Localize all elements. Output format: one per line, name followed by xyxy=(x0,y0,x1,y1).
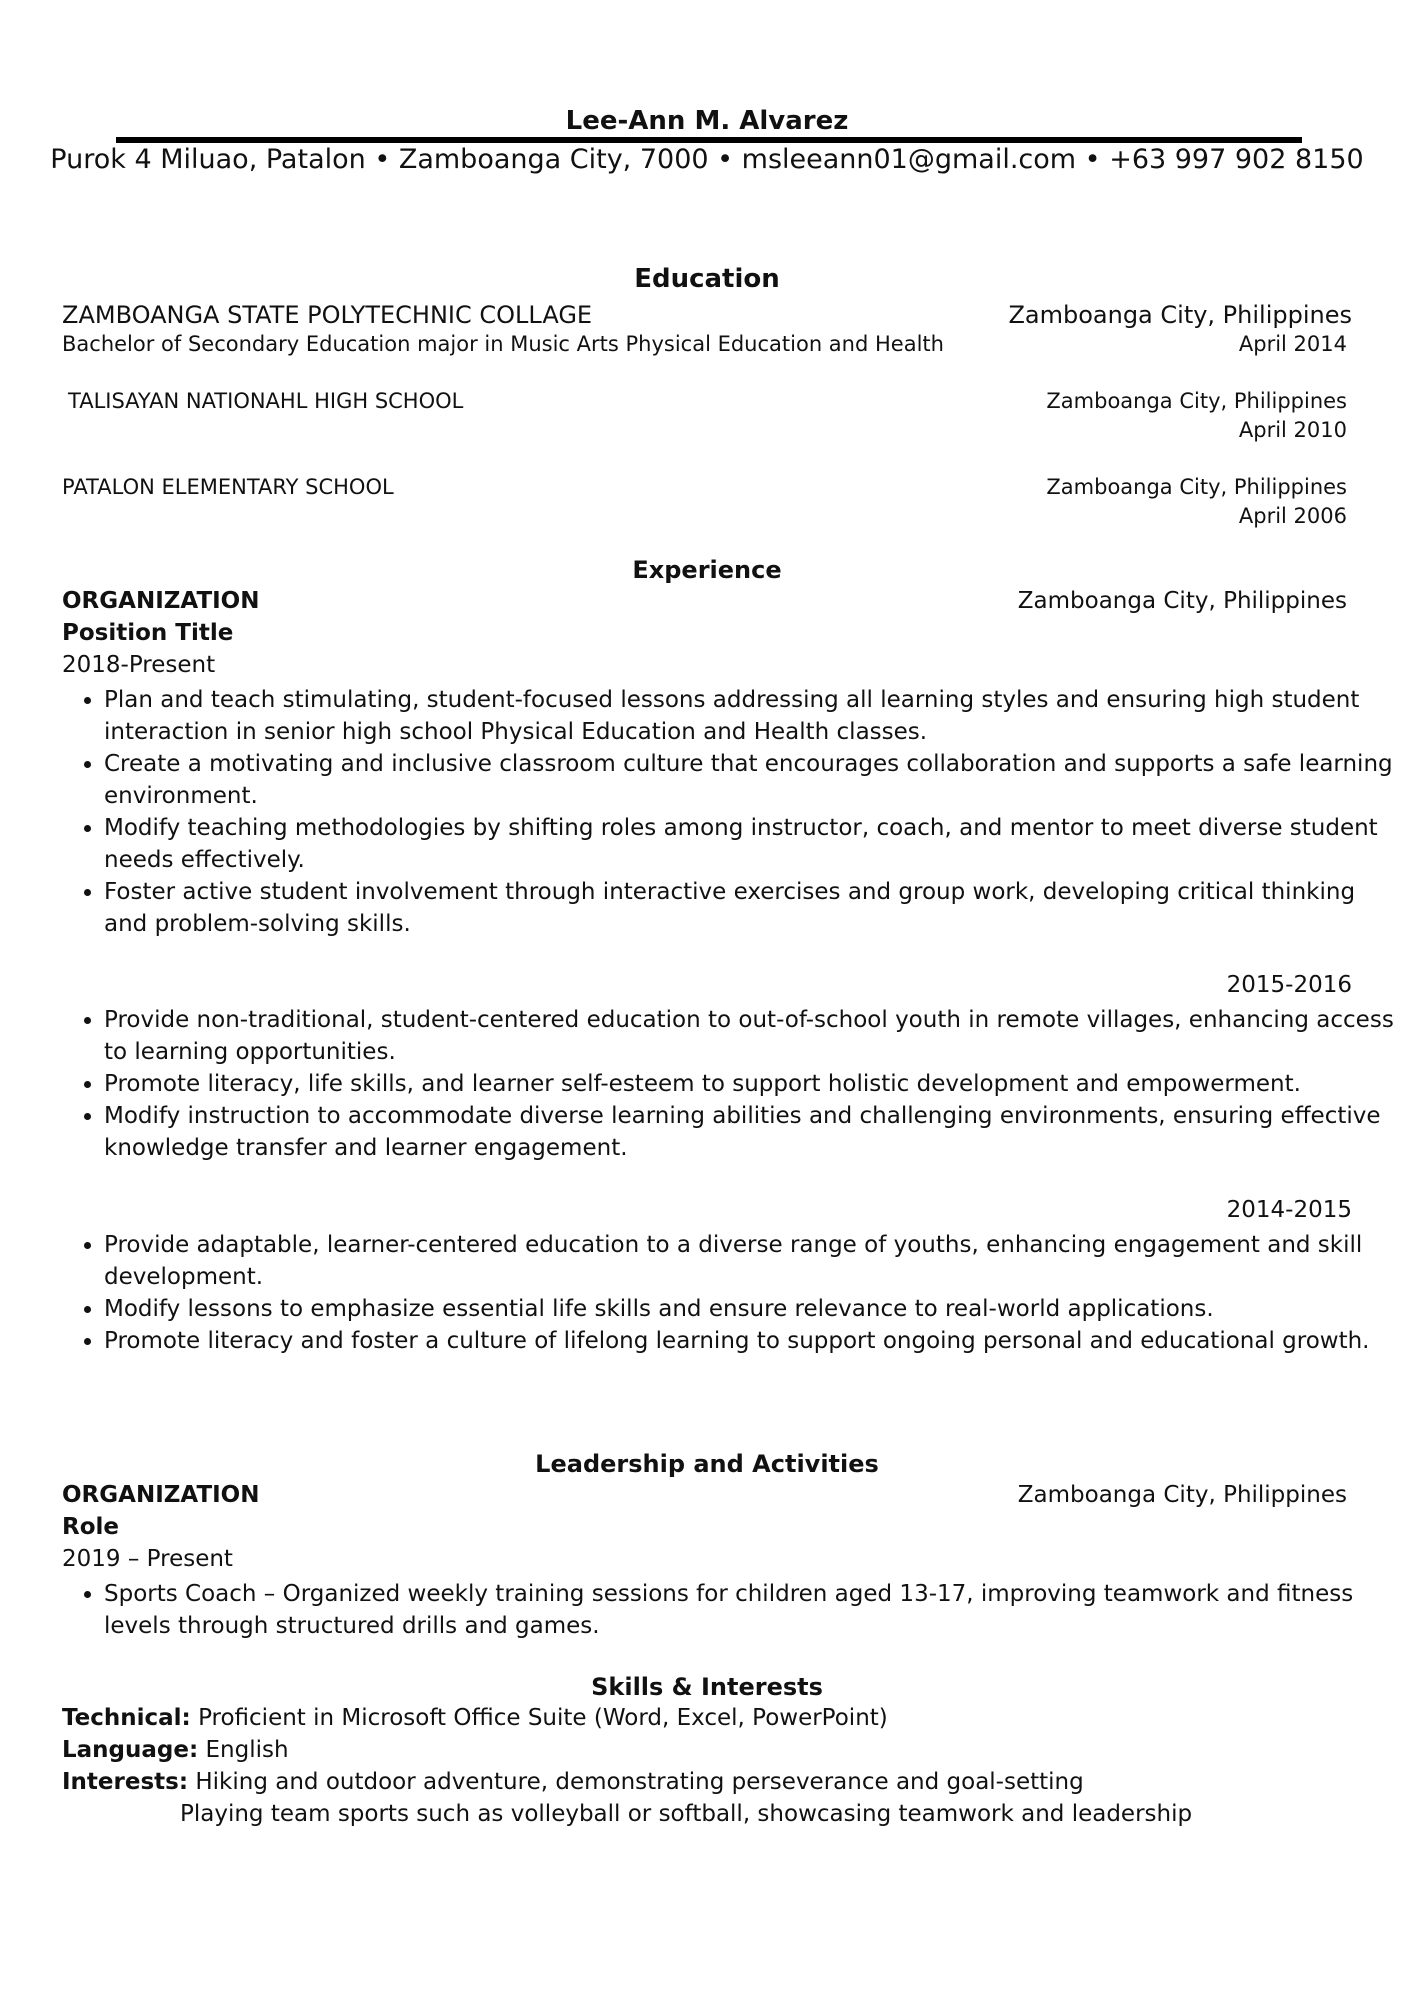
experience-bullet-list xyxy=(62,1004,1404,1164)
interests-label: Interests: xyxy=(62,1769,189,1795)
list-item: • Foster active student involvement through interactive exercises and group work, developing critical thinking and problem-solving skills. xyxy=(104,876,1404,940)
language-label: Language: xyxy=(62,1737,199,1763)
list-item: • Modify lessons to emphasize essential life skills and ensure relevance to real-world applications. xyxy=(104,1293,1404,1325)
school-location: Zamboanga City, Philippines xyxy=(1046,475,1347,499)
school-date: April 2014 xyxy=(1238,332,1347,356)
school-name: PATALON ELEMENTARY SCHOOL xyxy=(62,475,394,499)
interests-line xyxy=(62,1769,1084,1795)
leadership-date: 2019 – Present xyxy=(62,1546,233,1572)
experience-date: 2014-2015 xyxy=(1226,1197,1352,1223)
school-location: Zamboanga City, Philippines xyxy=(1008,301,1352,329)
experience-organization: ORGANIZATION xyxy=(62,588,260,614)
school-name: TALISAYAN NATIONAHL HIGH SCHOOL xyxy=(68,389,464,413)
school-date: April 2006 xyxy=(1238,504,1347,528)
list-item: • Modify instruction to accommodate diverse learning abilities and challenging environments, ensuring effective knowledge transfer and learner engagement. xyxy=(104,1100,1404,1164)
language-value: English xyxy=(205,1737,289,1763)
leadership-organization: ORGANIZATION xyxy=(62,1482,260,1508)
leadership-location: Zamboanga City, Philippines xyxy=(1017,1482,1347,1508)
leadership-heading: Leadership and Activities xyxy=(535,1450,879,1478)
experience-date: 2015-2016 xyxy=(1226,972,1352,998)
experience-heading: Experience xyxy=(632,556,782,584)
experience-date: 2018-Present xyxy=(62,652,216,678)
school-location: Zamboanga City, Philippines xyxy=(1046,389,1347,413)
resume-name: Lee-Ann M. Alvarez xyxy=(565,106,849,136)
experience-bullet-list xyxy=(62,1229,1404,1357)
interest-item: Hiking and outdoor adventure, demonstrating perseverance and goal-setting xyxy=(195,1769,1084,1795)
position-title: Position Title xyxy=(62,620,234,646)
skills-heading: Skills & Interests xyxy=(591,1673,823,1701)
list-item: • Provide non-traditional, student-centered education to out-of-school youth in remote villages, enhancing access to learning opportunities. xyxy=(104,1004,1404,1068)
education-heading: Education xyxy=(634,264,780,294)
leadership-role: Role xyxy=(62,1514,119,1540)
list-item: • Promote literacy and foster a culture of lifelong learning to support ongoing personal and educational growth. xyxy=(104,1325,1404,1357)
school-date: April 2010 xyxy=(1238,418,1347,442)
experience-location: Zamboanga City, Philippines xyxy=(1017,588,1347,614)
experience-bullet-list xyxy=(62,684,1404,940)
contact-line: Purok 4 Miluao, Patalon • Zamboanga City, 7000 • msleeann01@gmail.com • +63 997 902 8150 xyxy=(50,144,1364,175)
technical-skills-line xyxy=(62,1705,888,1731)
school-name: ZAMBOANGA STATE POLYTECHNIC COLLAGE xyxy=(62,301,593,329)
list-item: • Modify teaching methodologies by shifting roles among instructor, coach, and mentor to meet diverse student needs effectively. xyxy=(104,812,1404,876)
list-item: • Sports Coach – Organized weekly training sessions for children aged 13-17, improving teamwork and fitness levels through structured drills and games. xyxy=(104,1578,1404,1642)
language-line xyxy=(62,1737,289,1763)
list-item: • Promote literacy, life skills, and learner self-esteem to support holistic development and empowerment. xyxy=(104,1068,1404,1100)
school-degree: Bachelor of Secondary Education major in Music Arts Physical Education and Health xyxy=(62,332,944,356)
technical-value: Proficient in Microsoft Office Suite (Word, Excel, PowerPoint) xyxy=(198,1705,888,1731)
technical-label: Technical: xyxy=(62,1705,191,1731)
interest-item: Playing team sports such as volleyball or softball, showcasing teamwork and leadership xyxy=(180,1801,1193,1827)
leadership-bullet-list xyxy=(62,1578,1404,1642)
header-divider xyxy=(116,137,1302,143)
list-item: • Provide adaptable, learner-centered education to a diverse range of youths, enhancing engagement and skill development. xyxy=(104,1229,1404,1293)
list-item: • Plan and teach stimulating, student-focused lessons addressing all learning styles and ensuring high student interaction in senior high school Physical Education and Health classes. xyxy=(104,684,1404,748)
list-item: • Create a motivating and inclusive classroom culture that encourages collaboration and supports a safe learning environment. xyxy=(104,748,1404,812)
